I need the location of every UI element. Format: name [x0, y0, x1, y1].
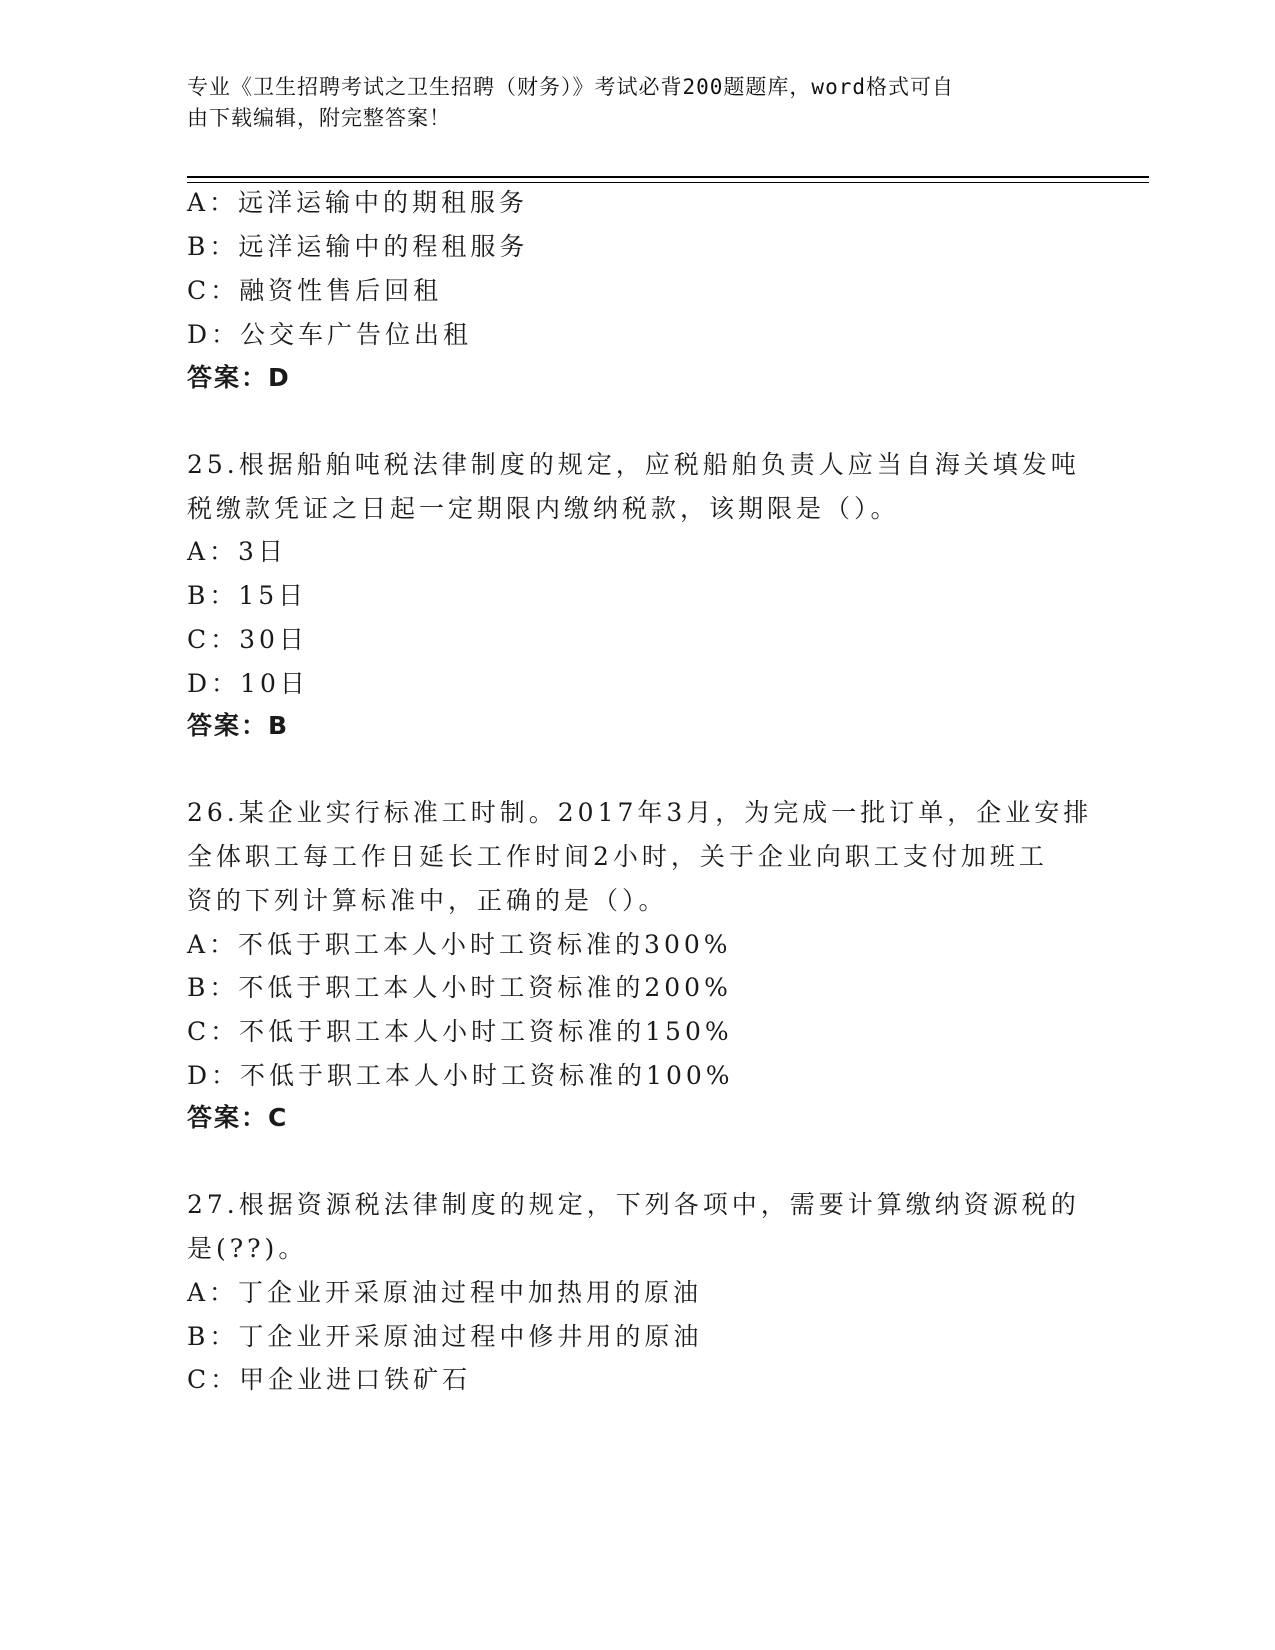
header-divider: [187, 176, 1149, 178]
q26-stem-line-2: 全体职工每工作日延长工作时间2小时，关于企业向职工支付加班工: [187, 842, 1048, 871]
q24-option-d: D：公交车广告位出租: [187, 320, 473, 349]
header-divider-thin: [187, 182, 1149, 183]
q27-stem-line-1: 27.根据资源税法律制度的规定，下列各项中，需要计算缴纳资源税的: [187, 1190, 1080, 1219]
q26-option-b: B：不低于职工本人小时工资标准的200%: [187, 973, 732, 1002]
document-header: [187, 72, 1067, 134]
q27-stem-line-2: 是(??)。: [187, 1234, 308, 1263]
q26-option-a: A：不低于职工本人小时工资标准的300%: [187, 930, 732, 959]
header-line-2: 由下载编辑，附完整答案！: [187, 106, 451, 130]
q27-option-b: B：丁企业开采原油过程中修井用的原油: [187, 1322, 703, 1351]
q26-option-c: C：不低于职工本人小时工资标准的150%: [187, 1017, 733, 1046]
q24-option-c: C：融资性售后回租: [187, 276, 443, 305]
q26-option-d: D：不低于职工本人小时工资标准的100%: [187, 1061, 734, 1090]
q27-option-a: A：丁企业开采原油过程中加热用的原油: [187, 1278, 703, 1307]
q26-stem-line-3: 资的下列计算标准中，正确的是（）。: [187, 886, 668, 915]
q25-stem-line-1: 25.根据船舶吨税法律制度的规定，应税船舶负责人应当自海关填发吨: [187, 450, 1080, 479]
q25-option-d: D：10日: [187, 669, 309, 698]
header-line-1: 专业《卫生招聘考试之卫生招聘（财务）》考试必背200题题库，word格式可自: [187, 75, 954, 99]
q25-stem-line-2: 税缴款凭证之日起一定期限内缴纳税款，该期限是（）。: [187, 494, 900, 523]
q26-stem-line-1: 26.某企业实行标准工时制。2017年3月，为完成一批订单，企业安排: [187, 798, 1093, 827]
q25-answer: 答案：B: [187, 711, 290, 740]
q24-answer: 答案：D: [187, 363, 291, 392]
q27-option-c: C：甲企业进口铁矿石: [187, 1365, 472, 1394]
q26-answer: 答案：C: [187, 1103, 289, 1132]
q24-option-a: A：远洋运输中的期租服务: [187, 188, 529, 217]
q24-option-b: B：远洋运输中的程租服务: [187, 232, 529, 261]
q25-option-a: A：3日: [187, 537, 287, 566]
q25-option-b: B：15日: [187, 581, 308, 610]
q25-option-c: C：30日: [187, 625, 308, 654]
